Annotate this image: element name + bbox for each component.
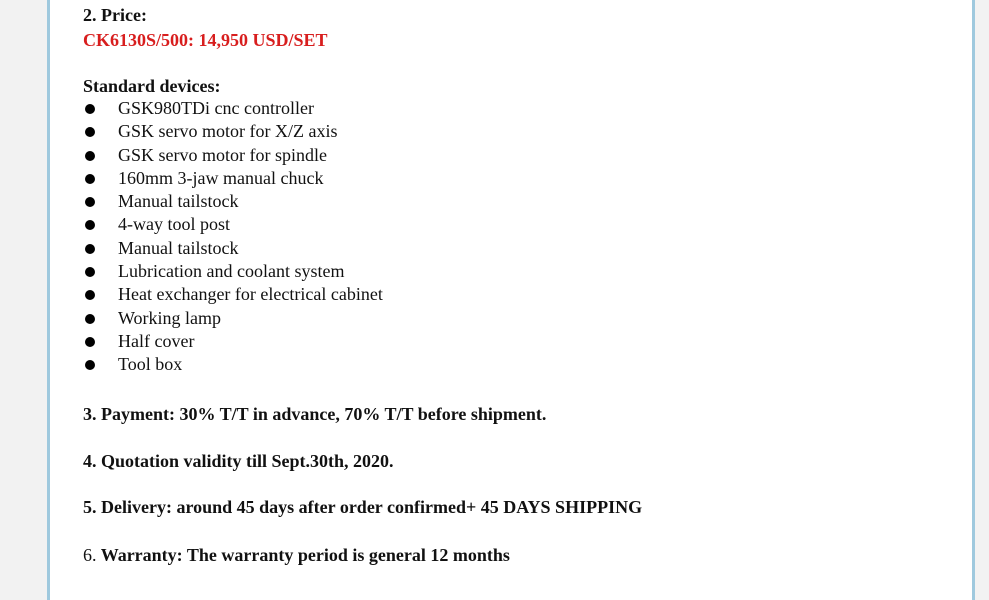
list-item (83, 283, 383, 306)
bullet-icon (85, 104, 95, 114)
list-item-label: Half cover (118, 330, 195, 351)
list-item-label: Heat exchanger for electrical cabinet (118, 284, 383, 305)
list-item-label: Tool box (118, 354, 183, 375)
list-item-label: Manual tailstock (118, 191, 239, 212)
bullet-icon (85, 151, 95, 161)
list-item (83, 353, 383, 376)
list-item-label: GSK servo motor for spindle (118, 144, 327, 165)
list-item (83, 330, 383, 353)
standard-devices-heading: Standard devices: (83, 76, 221, 96)
warranty-text: Warranty: The warranty period is general 12 months (100, 545, 510, 565)
bullet-icon (85, 244, 95, 254)
list-item-label: GSK servo motor for X/Z axis (118, 121, 338, 142)
list-item (83, 307, 383, 330)
list-item-label: 4-way tool post (118, 214, 230, 235)
viewer-background-right (975, 0, 989, 600)
bullet-icon (85, 267, 95, 277)
list-item (83, 97, 383, 120)
list-item (83, 144, 383, 167)
delivery-terms: 5. Delivery: around 45 days after order confirmed+ 45 DAYS SHIPPING (83, 497, 643, 517)
price-heading: 2. Price: (83, 5, 147, 25)
warranty-number: 6. (83, 545, 97, 565)
price-value: CK6130S/500: 14,950 USD/SET (83, 30, 328, 50)
warranty-terms (83, 544, 510, 566)
quotation-validity: 4. Quotation validity till Sept.30th, 2020. (83, 451, 394, 471)
list-item (83, 213, 383, 236)
list-item-label: Lubrication and coolant system (118, 261, 345, 282)
list-item-label: 160mm 3-jaw manual chuck (118, 167, 324, 188)
viewer-background-left (0, 0, 47, 600)
bullet-icon (85, 197, 95, 207)
list-item-label: GSK980TDi cnc controller (118, 98, 314, 118)
bullet-icon (85, 337, 95, 347)
list-item-label: Working lamp (118, 307, 222, 328)
bullet-icon (85, 290, 95, 300)
bullet-icon (85, 174, 95, 184)
list-item (83, 237, 383, 260)
bullet-icon (85, 314, 95, 324)
bullet-icon (85, 360, 95, 370)
list-item (83, 190, 383, 213)
bullet-icon (85, 127, 95, 137)
list-item (83, 120, 383, 143)
bullet-icon (85, 220, 95, 230)
payment-terms: 3. Payment: 30% T/T in advance, 70% T/T before shipment. (83, 404, 547, 424)
list-item-label: Manual tailstock (118, 237, 239, 258)
list-item (83, 260, 383, 283)
standard-devices-list (83, 97, 383, 377)
list-item (83, 167, 383, 190)
